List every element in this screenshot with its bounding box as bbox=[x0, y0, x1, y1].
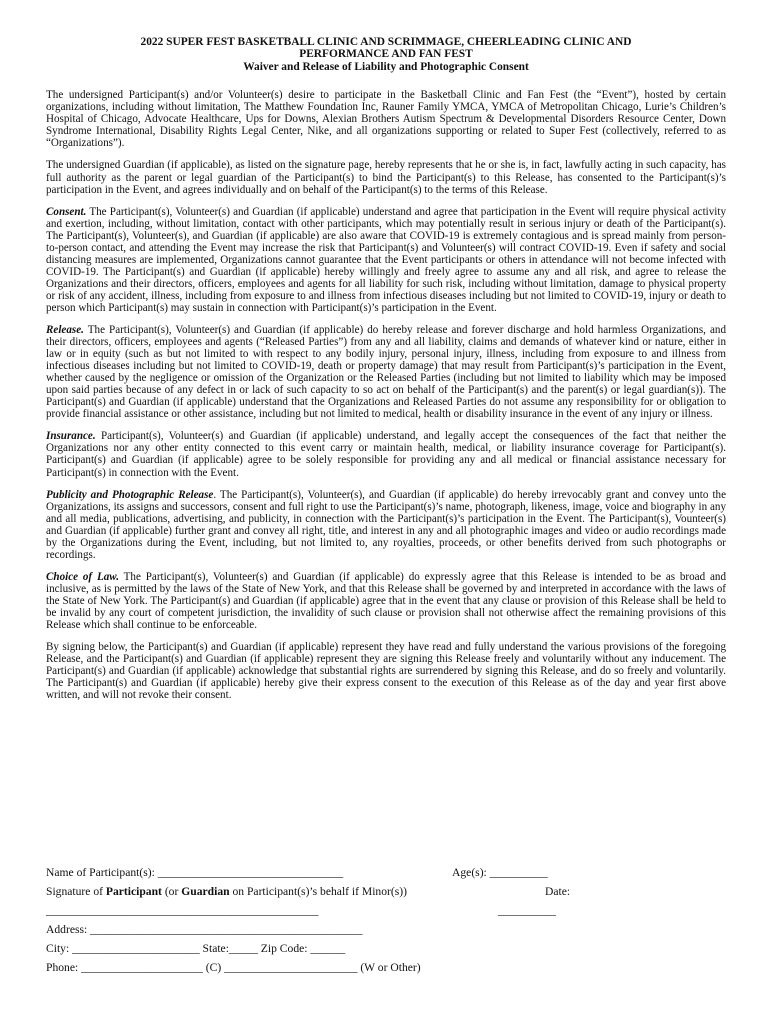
age-field[interactable]: Age(s): __________ bbox=[452, 866, 548, 879]
choice-of-law-section bbox=[46, 571, 726, 631]
release-text: The Participant(s), Volunteer(s) and Guardian (if applicable) do hereby release and forever discharge and hold harmless Organizations, and their directors, officers, employees and agents (“Released Parties”) from any and all liability, claims and demands of whatever kind or nature, either in law or in equity (such as but not limited to with respect to any bodily injury, personal injury, illness, including from exposure to and illness from infectious diseases including but not limited to COVID-19, death or property damage) that may result from Participant(s)’s participation in the Event, whether caused by the negligence or omission of the Organization or the Released Parties (including but not limited to liability which may be imposed upon said parties because of any defect in or lack of such capacity to so act on behalf of the Participant(s) and the parent(s) or legal guardian(s)). The Participant(s) and Guardian (if applicable) understand that the Organizations and Released Parties do not assume any responsibility for or obligation to provide financial assistance or other assistance, including but not limited to medical, health or disability insurance in the event of any injury or illness. bbox=[46, 324, 726, 421]
insurance-text: Participant(s), Volunteer(s) and Guardian (if applicable) understand, and legally accept the consequences of the fact that neither the Organizations nor any other entity connected to this event carry or maintain health, medical, or liability insurance coverage for Participant(s). Participant(s) and Guardian (if applicable) agree to be solely responsible for providing any and all medical or financial assistance necessary for Participant(s) in connection with the Event. bbox=[46, 430, 726, 479]
signature-block bbox=[46, 866, 726, 980]
insurance-section bbox=[46, 430, 726, 478]
title-line-2: PERFORMANCE AND FAN FEST bbox=[299, 48, 473, 61]
consent-text: The Participant(s), Volunteer(s) and Guardian (if applicable) understand and agree that participation in the Event will require physical activity and exertion, including, without limitation, contact with other participants, which may potentially result in serious injury or death of the Participant(s). The Participant(s), Volunteer(s), and Guardian (if applicable) are also aware that COVID-19 is extremely contagious and is spread mainly from person-to-person contact, and attending the Event may increase the risk that Participant(s) and Volunteer(s) will contract COVID-19. Even if safety and social distancing measures are implemented, Organizations cannot guarantee that the Event participants or others in attendance will not become infected with COVID-19. The Participant(s) and Guardian (if applicable) hereby willingly and freely agree to assume any and all risk, and agree to release the Organizations and their directors, officers, employees and agents for all liability for such risk, including without limitation, damage to physical property or risk of any accident, illness, including from exposure to and illness from infectious diseases including but not limited to COVID-19, injury or death to person which Participant(s) may sustain in connection with Participant(s)’s participation in the Event. bbox=[46, 205, 726, 314]
city-state-zip-field[interactable]: City: ______________________ State:_____ Zip Code: ______ bbox=[46, 942, 346, 955]
publicity-section bbox=[46, 489, 726, 561]
title-line-1: 2022 SUPER FEST BASKETBALL CLINIC AND SCRIMMAGE, CHEERLEADING CLINIC AND bbox=[140, 36, 632, 48]
publicity-heading: Publicity and Photographic Release bbox=[46, 488, 214, 501]
phone-field[interactable]: Phone: _____________________ (C) _______________________ (W or Other) bbox=[46, 961, 421, 974]
release-section bbox=[46, 324, 726, 420]
intro-paragraph: The undersigned Participant(s) and/or Volunteer(s) desire to participate in the Basketball Clinic and Fan Fest (the “Event”), hosted by certain organizations, including without limitation, The Matthew Foundation Inc, Rauner Family YMCA, YMCA of Metropolitan Chicago, Lurie’s Children’s Hospital of Chicago, Advocate Healthcare, Ups for Downs, Alexian Brothers Autism Spectrum & Developmental Disorders Resource Center, Down Syndrome International, Disability Rights Legal Center, Nike, and all organizations supporting or related to Super Fest (collectively, referred to as “Organizations”). bbox=[46, 89, 726, 150]
waiver-document bbox=[46, 36, 726, 711]
insurance-heading: Insurance. bbox=[46, 430, 96, 443]
release-heading: Release. bbox=[46, 324, 84, 337]
participant-name-field[interactable]: Name of Participant(s): ________________________________ bbox=[46, 866, 344, 879]
document-title bbox=[46, 36, 726, 73]
choice-of-law-heading: Choice of Law. bbox=[46, 570, 120, 583]
signature-label: Signature of Participant (or Guardian on Participant(s)’s behalf if Minor(s)) bbox=[46, 885, 407, 898]
signature-line[interactable]: _______________________________________________ bbox=[46, 904, 319, 917]
closing-paragraph: By signing below, the Participant(s) and Guardian (if applicable) represent they have read and fully understand the various provisions of the foregoing Release, and the Participant(s) and Guardian (if applicable) represent they are signing this Release freely and voluntarily without any inducement. The Participant(s) and Guardian (if applicable) acknowledge that substantial rights are surrendered by signing this Release, and do so freely and voluntarily. The Participant(s) and Guardian (if applicable) hereby give their express consent to the execution of this Release as of the day and year first above written, and will not revoke their consent. bbox=[46, 641, 726, 702]
title-line-3: Waiver and Release of Liability and Photographic Consent bbox=[243, 60, 529, 73]
participant-bold: Participant bbox=[105, 885, 162, 898]
consent-heading: Consent. bbox=[46, 205, 87, 218]
consent-section bbox=[46, 206, 726, 314]
date-line[interactable]: __________ bbox=[498, 904, 556, 917]
publicity-text: . The Participant(s), Volunteer(s), and Guardian (if applicable) do hereby irrevocably grant and convey unto the Organizations, its assigns and successors, consent and full right to use the Participant(s)’s name, photograph, likeness, image, voice and biography in any and all media, publications, advertising, and publicity, in connection with the Participant(s)’s participation in the Event. The Participant(s), Vounteer(s) and Guardian (if applicable) further grant and convey all right, title, and interest in any and all photographic images and video or audio recordings made by the Organizations during the Event, including, but not limited to, any royalties, proceeds, or other benefits derived from such photographs or recordings. bbox=[46, 488, 726, 561]
guardian-bold: Guardian bbox=[181, 885, 230, 898]
guardian-paragraph: The undersigned Guardian (if applicable), as listed on the signature page, hereby represents that he or she is, in fact, lawfully acting in such capacity, has full authority as the parent or legal guardian of the Participant(s) to bind the Participant(s) to this Release, has consented to the Participant(s)’s participation in the Event, and agrees individually and on behalf of the Participant(s) to the terms of this Release. bbox=[46, 159, 726, 196]
choice-of-law-text: The Participant(s), Volunteer(s) and Guardian (if applicable) do expressly agree that this Release is intended to be as broad and inclusive, as is permitted by the laws of the State of New York, and that this Release shall be governed by and interpreted in accordance with the laws of the State of New York. The Participant(s) and Guardian (if applicable) agree that in the event that any clause or provision of this Release shall be held to be invalid by any court of competent jurisdiction, the invalidity of such clause or provision shall not otherwise affect the remaining provisions of this Release which shall continue to be enforceable. bbox=[46, 570, 726, 632]
address-field[interactable]: Address: _______________________________________________ bbox=[46, 923, 363, 936]
date-label: Date: bbox=[545, 885, 571, 898]
